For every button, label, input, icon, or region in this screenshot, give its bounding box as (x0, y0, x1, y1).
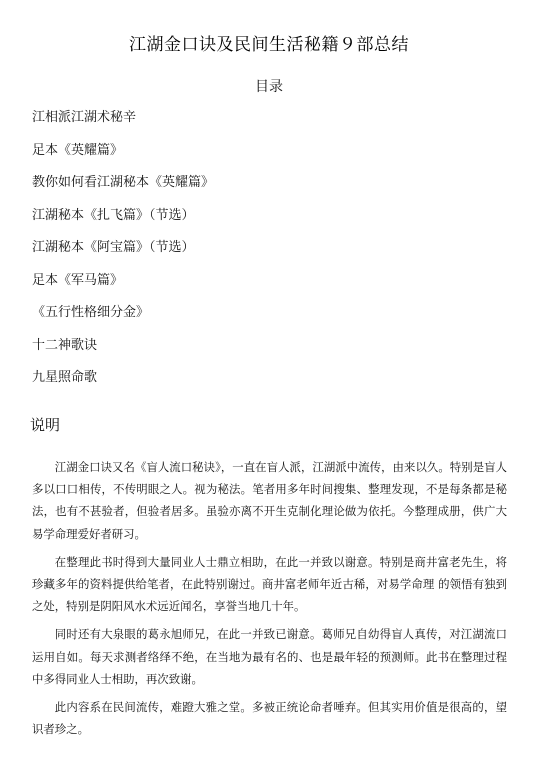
body-paragraph: 此内容系在民间流传，难蹬大雅之堂。多被正统论命者唾弃。但其实用价值是很高的，望识者珍之。 (32, 700, 507, 737)
document-title: 江湖金口诀及民间生活秘籍９部总结 (129, 35, 409, 55)
toc-item: 教你如何看江湖秘本《英耀篇》 (32, 175, 215, 190)
toc-item: 九星照命歌 (32, 370, 98, 385)
body-paragraph: 江湖金口诀又名《盲人流口秘诀》，一直在盲人派，江湖派中流传，由来以久。特别是盲人多以口口相传，不传明眼之人。视为秘法。笔者用多年时间搜集、整理发现，不是每条都是秘法，也有不甚验者，但验者居多。虽验亦离不开生克制化理论做为依托。今整理成册，供广大易学命理爱好者研习。 (32, 460, 507, 541)
toc-item: 江湖秘本《阿宝篇》（节选） (32, 240, 195, 255)
toc-item: 江相派江湖术秘辛 (32, 110, 137, 125)
toc-item: 足本《军马篇》 (32, 272, 124, 288)
toc-item: 十二神歌诀 (32, 337, 98, 353)
document-body (32, 456, 507, 746)
toc-item: 足本《英耀篇》 (32, 142, 124, 158)
toc-heading: 目录 (255, 79, 283, 95)
toc-item: 江湖秘本《扎飞篇》（节选） (32, 207, 195, 223)
table-of-contents (32, 108, 214, 401)
body-paragraph: 同时还有大泉眼的葛永旭师兄，在此一并致已谢意。葛师兄自幼得盲人真传，对江湖流口运用自如。每天求测者络绎不绝，在当地为最有名的、也是最年轻的预测师。此书在整理过程中多得同业人士相助，再次致谢。 (32, 627, 507, 686)
toc-item: 《五行性格细分金》 (32, 305, 150, 320)
body-paragraph: 在整理此书时得到大量同业人士鼎立相助，在此一并致以谢意。特别是商井富老先生，将珍藏多年的资料提供给笔者，在此特别谢过。商井富老师年近古稀，对易学命理 的领悟有独到之处，特别是阴阳风水术远近闻名，享誉当地几十年。 (32, 554, 507, 614)
section-heading: 说明 (30, 416, 61, 434)
